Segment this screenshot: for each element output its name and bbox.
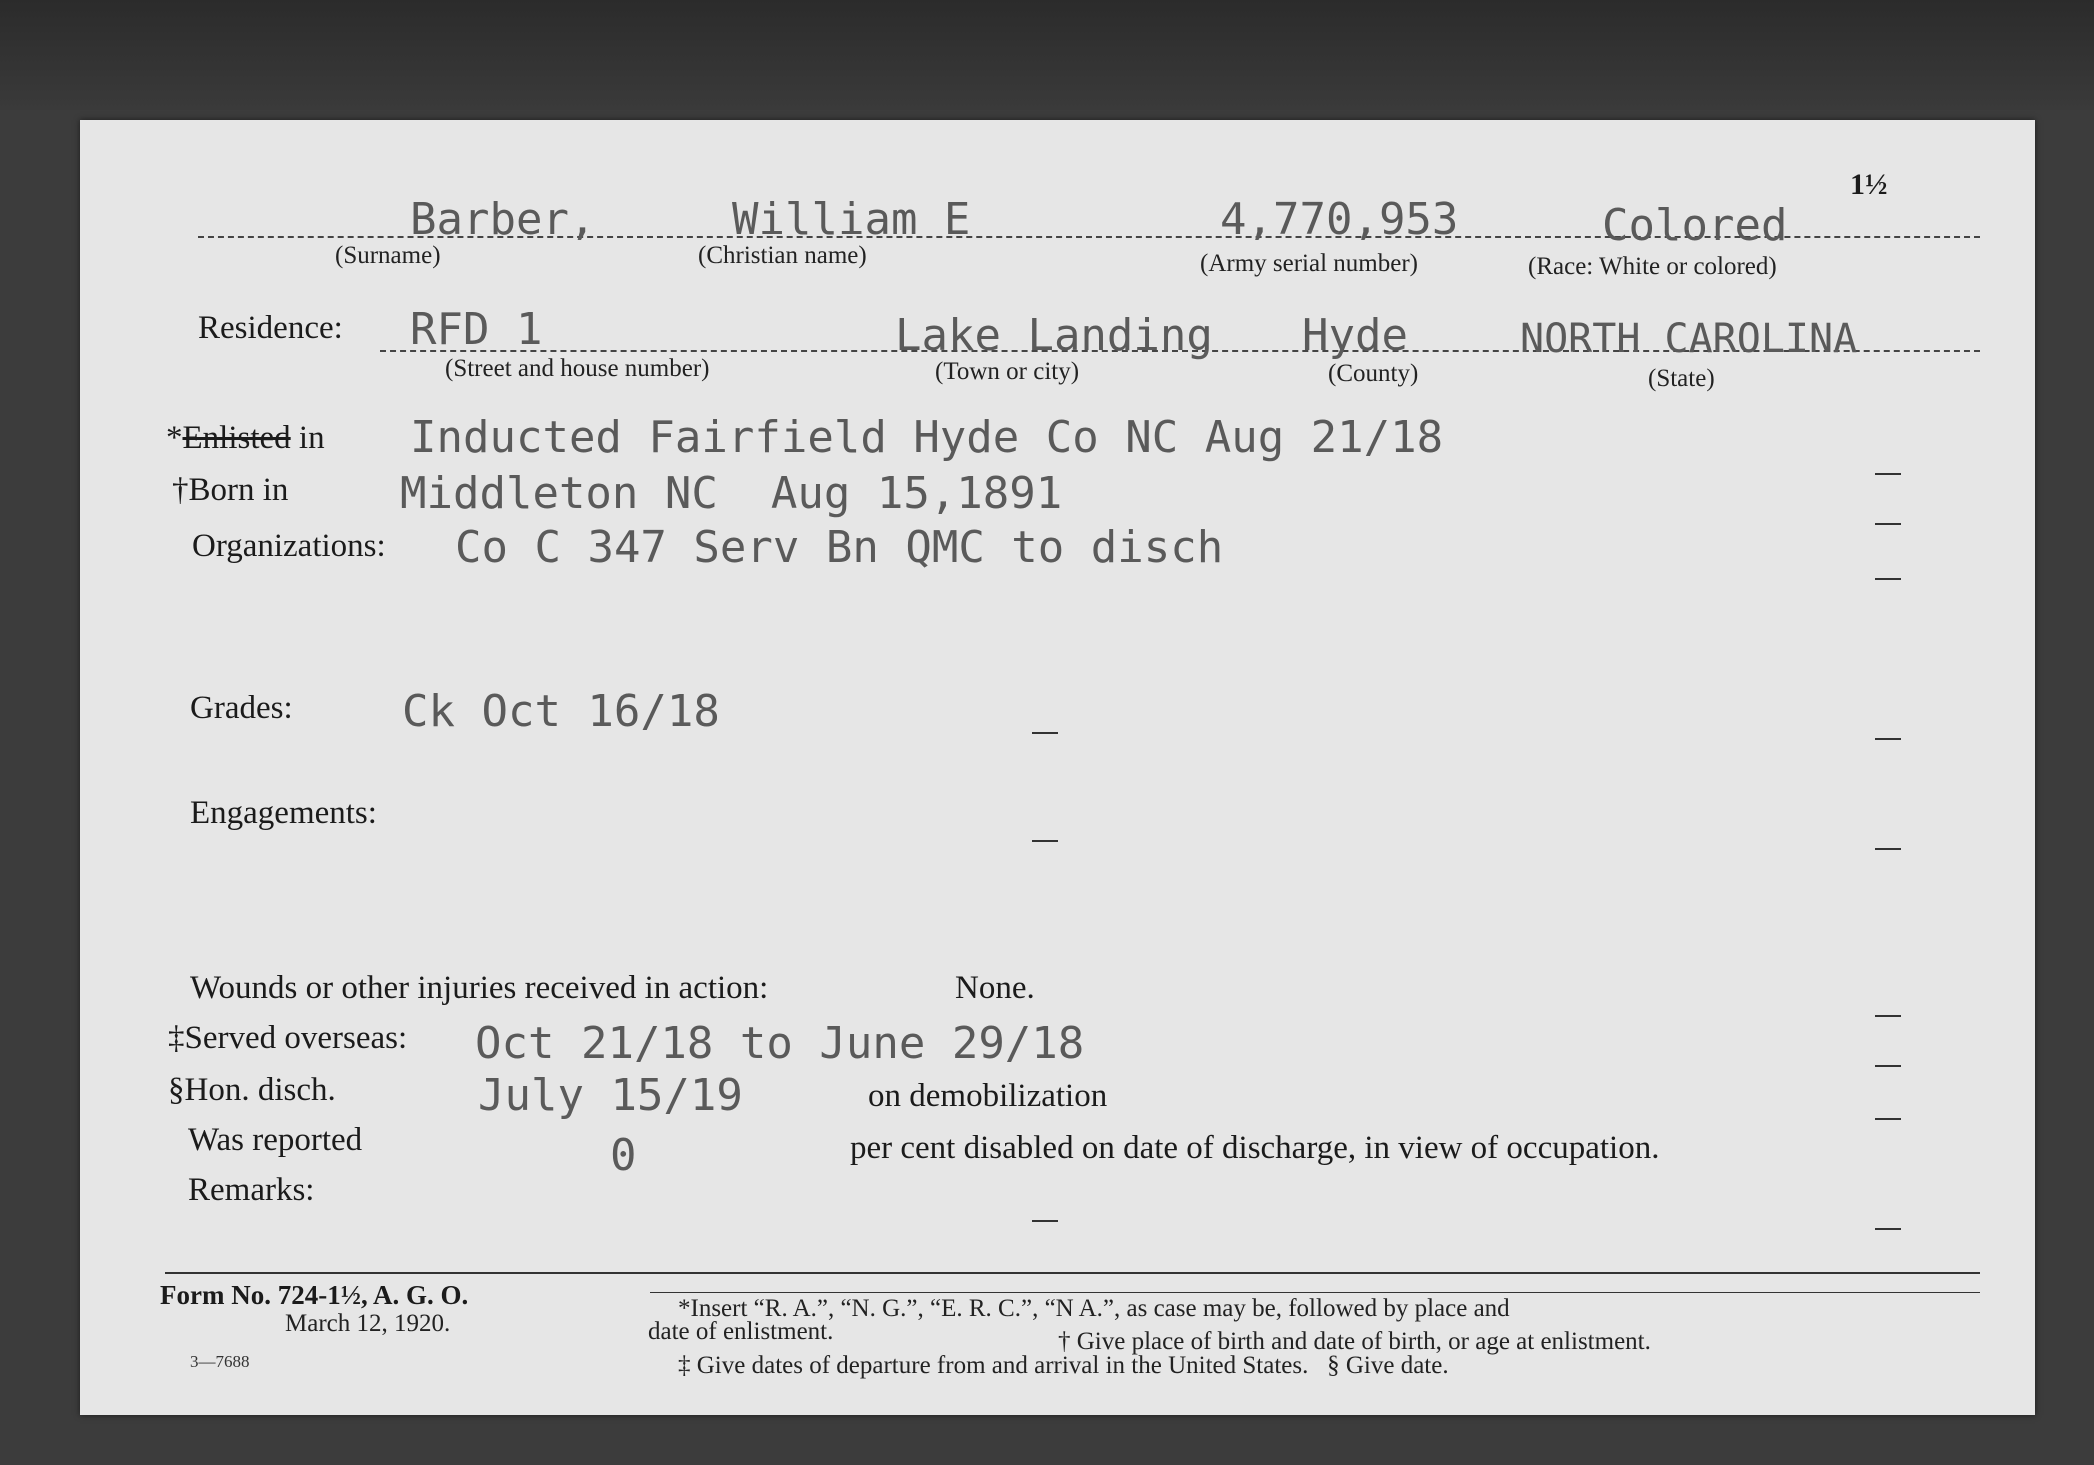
born-label: †Born in (172, 472, 289, 508)
engagements-label: Engagements: (190, 795, 377, 831)
state-caption: (State) (1648, 365, 1715, 392)
footer-rule (165, 1272, 1980, 1274)
serial-number-caption: (Army serial number) (1200, 250, 1418, 277)
corner-mark: 1½ (1850, 168, 1888, 201)
surname-caption: (Surname) (335, 242, 441, 269)
wounds-value: None. (955, 970, 1035, 1006)
scanner-background (0, 0, 2094, 110)
footnote-overseas: ‡ Give dates of departure from and arrival in the United States. § Give date. (678, 1352, 1449, 1379)
mid-dash (1032, 732, 1058, 734)
form-date: March 12, 1920. (285, 1310, 451, 1337)
margin-dash (1875, 523, 1901, 525)
hon-disch-label: §Hon. disch. (168, 1072, 336, 1108)
state-value: NORTH CAROLINA (1520, 316, 1858, 362)
race-value: Colored (1602, 200, 1788, 251)
remarks-label: Remarks: (188, 1172, 315, 1208)
grades-label: Grades: (190, 690, 293, 726)
christian-name-caption: (Christian name) (698, 242, 867, 269)
organizations-label: Organizations: (192, 528, 386, 564)
print-code: 3—7688 (190, 1352, 250, 1371)
enlisted-label (166, 420, 325, 457)
footer-rule-short (650, 1292, 1980, 1293)
enlisted-label-rest: in (290, 420, 325, 456)
enlisted-mark: * (166, 420, 183, 456)
street-value: RFD 1 (410, 304, 543, 355)
was-reported-value: 0 (610, 1130, 637, 1181)
mid-dash (1032, 840, 1058, 842)
mid-dash (1032, 1220, 1058, 1222)
margin-dash (1875, 1118, 1901, 1120)
surname-value: Barber, (410, 194, 596, 245)
was-reported-label: Was reported (188, 1122, 363, 1158)
footnote-enlistment: *Insert “R. A.”, “N. G.”, “E. R. C.”, “N A.”, as case may be, followed by place and (678, 1295, 1510, 1322)
wounds-label: Wounds or other injuries received in action: (190, 970, 769, 1006)
county-caption: (County) (1328, 360, 1419, 387)
footnote-enlistment-cont: date of enlistment. (648, 1318, 834, 1345)
margin-dash (1875, 578, 1901, 580)
race-caption: (Race: White or colored) (1528, 253, 1777, 280)
enlisted-value: Inducted Fairfield Hyde Co NC Aug 21/18 (410, 412, 1444, 463)
margin-dash (1875, 1015, 1901, 1017)
organizations-value: Co C 347 Serv Bn QMC to disch (455, 522, 1224, 573)
margin-dash (1875, 848, 1901, 850)
margin-dash (1875, 1065, 1901, 1067)
enlisted-struck-label: Enlisted (182, 420, 291, 456)
county-value: Hyde (1302, 310, 1408, 361)
margin-dash (1875, 1228, 1901, 1230)
christian-name-value: William E (732, 194, 971, 245)
town-value: Lake Landing (895, 310, 1213, 361)
served-overseas-label: ‡Served overseas: (168, 1020, 408, 1056)
footnote-birth: † Give place of birth and date of birth, or age at enlistment. (1058, 1328, 1651, 1355)
grades-value: Ck Oct 16/18 (402, 686, 720, 737)
serial-number-value: 4,770,953 (1220, 194, 1459, 245)
born-value: Middleton NC Aug 15,1891 (400, 468, 1063, 519)
served-overseas-value: Oct 21/18 to June 29/18 (475, 1018, 1085, 1069)
was-reported-suffix: per cent disabled on date of discharge, in view of occupation. (850, 1130, 1660, 1166)
hon-disch-suffix: on demobilization (868, 1078, 1108, 1114)
margin-dash (1875, 738, 1901, 740)
record-card (80, 120, 2035, 1415)
form-number: Form No. 724-1½, A. G. O. (160, 1280, 469, 1310)
street-caption: (Street and house number) (445, 355, 710, 382)
hon-disch-value: July 15/19 (478, 1070, 743, 1121)
residence-label: Residence: (198, 310, 343, 346)
town-caption: (Town or city) (935, 358, 1080, 385)
margin-dash (1875, 473, 1901, 475)
